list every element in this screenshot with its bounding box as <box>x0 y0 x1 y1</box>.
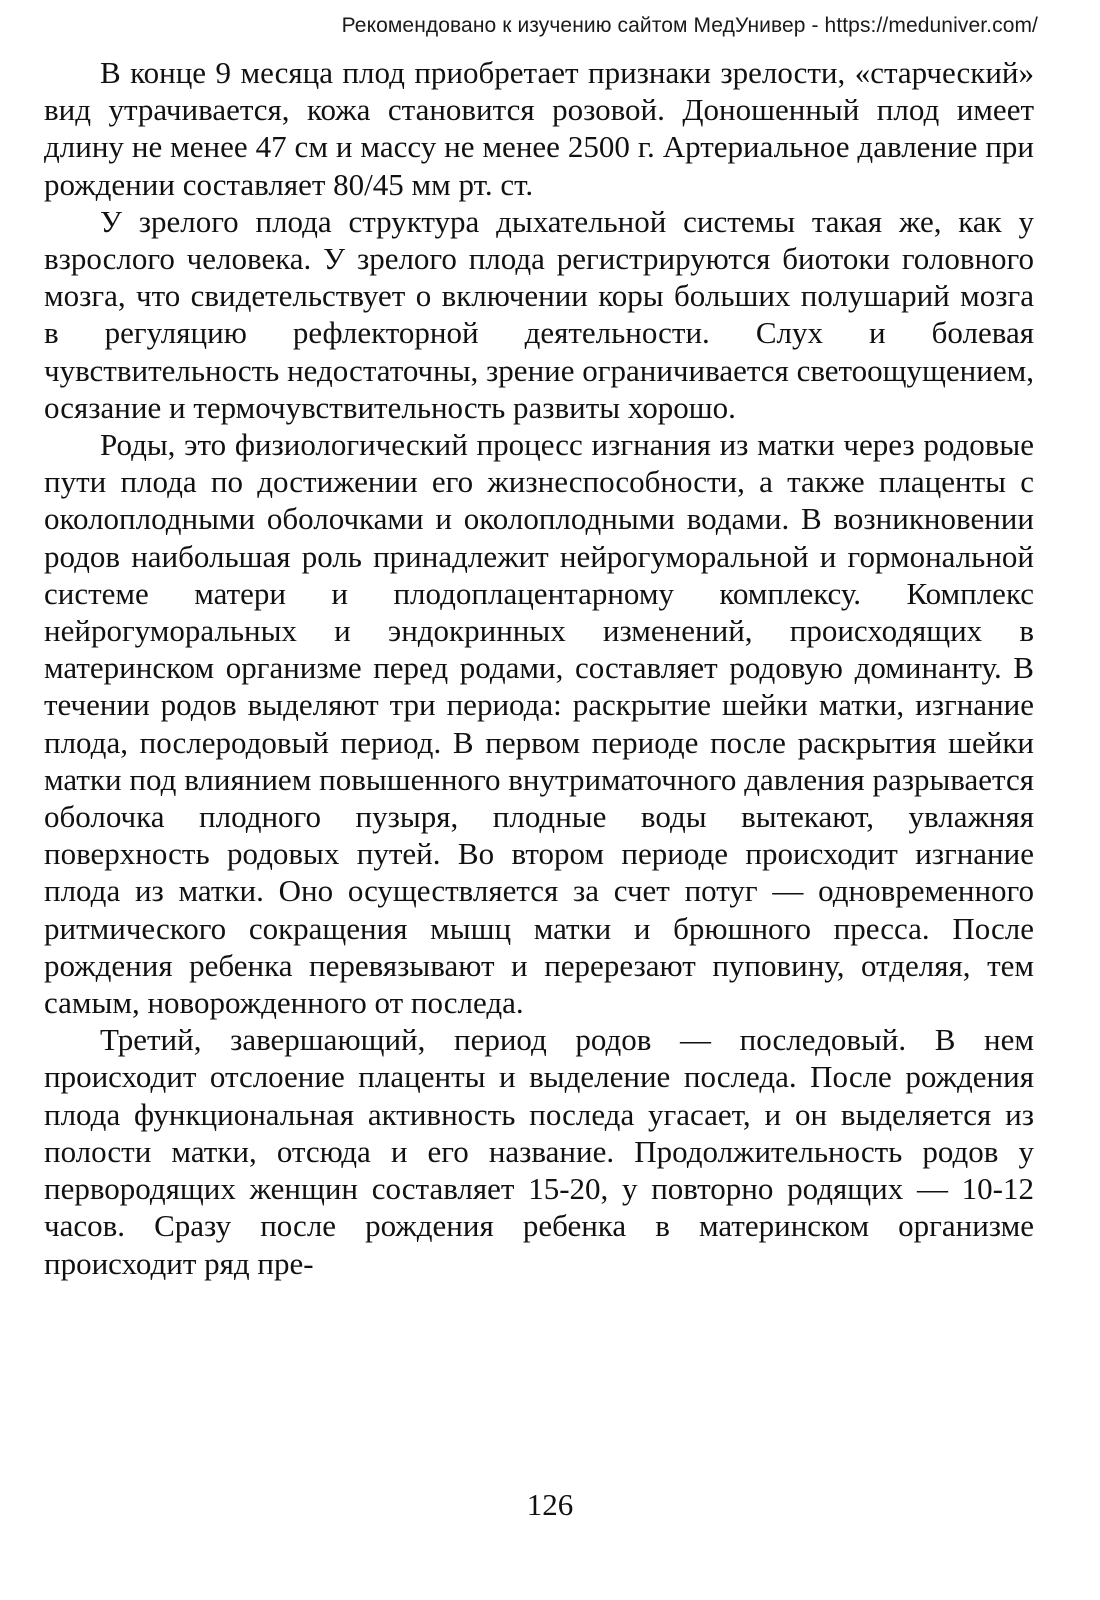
paragraph-mature-fetus-systems: У зрелого плода структура дыхательной системы такая же, как у взрослого человека. У зрелого плода регистрируются биотоки головного мозга, что свидетельствует о включении коры больших полушарий мозга в регуляцию рефлекторной деятельности. Слух и болевая чувствительность недостаточны, зрение ограничивается светоощущением, осязание и термочувствительность развиты хорошо. <box>44 203 1034 425</box>
paragraph-fetal-maturity: В конце 9 месяца плод приобретает признаки зрелости, «старческий» вид утрачивается, кожа становится розовой. Доношенный плод имеет длину не менее 47 см и массу не менее 2500 г. Артериальное давление при рождении составляет 80/45 мм рт. ст. <box>44 55 1034 202</box>
page-body <box>44 54 1034 1282</box>
paragraph-third-stage: Третий, завершающий, период родов — последовый. В нем происходит отслоение плаценты и выделение последа. После рождения плода функциональная активность последа угасает, и он выделяется из полости матки, отсюда и его название. Продолжительность родов у первородящих женщин составляет 15-20, у повторно родящих — 10-12 часов. Сразу после рождения ребенка в материнском организме происходит ряд пре- <box>44 1022 1034 1281</box>
source-watermark: Рекомендовано к изучению сайтом МедУнивер - https://meduniver.com/ <box>341 14 1038 37</box>
paragraph-labor-process: Роды, это физиологический процесс изгнания из матки через родовые пути плода по достижении его жизнеспособности, а также плаценты с околоплодными оболочками и околоплодными водами. В возникновении родов наибольшая роль принадлежит нейрогуморальной и гормональной системе матери и плодоплацентарному комплексу. Комплекс нейрогуморальных и эндокринных изменений, происходящих в материнском организме перед родами, составляет родовую доминанту. В течении родов выделяют три периода: раскрытие шейки матки, изгнание плода, послеродовый период. В первом периоде после раскрытия шейки матки под влиянием повышенного внутриматочного давления разрывается оболочка плодного пузыря, плодные воды вытекают, увлажняя поверхность родовых путей. Во втором периоде происходит изгнание плода из матки. Оно осуществляется за счет потуг — одновременного ритмического сокращения мышц матки и брюшного пресса. После рождения ребенка перевязывают и перерезают пуповину, отделяя, тем самым, новорожденного от последа. <box>44 427 1034 1021</box>
page-number: 126 <box>526 1487 574 1522</box>
